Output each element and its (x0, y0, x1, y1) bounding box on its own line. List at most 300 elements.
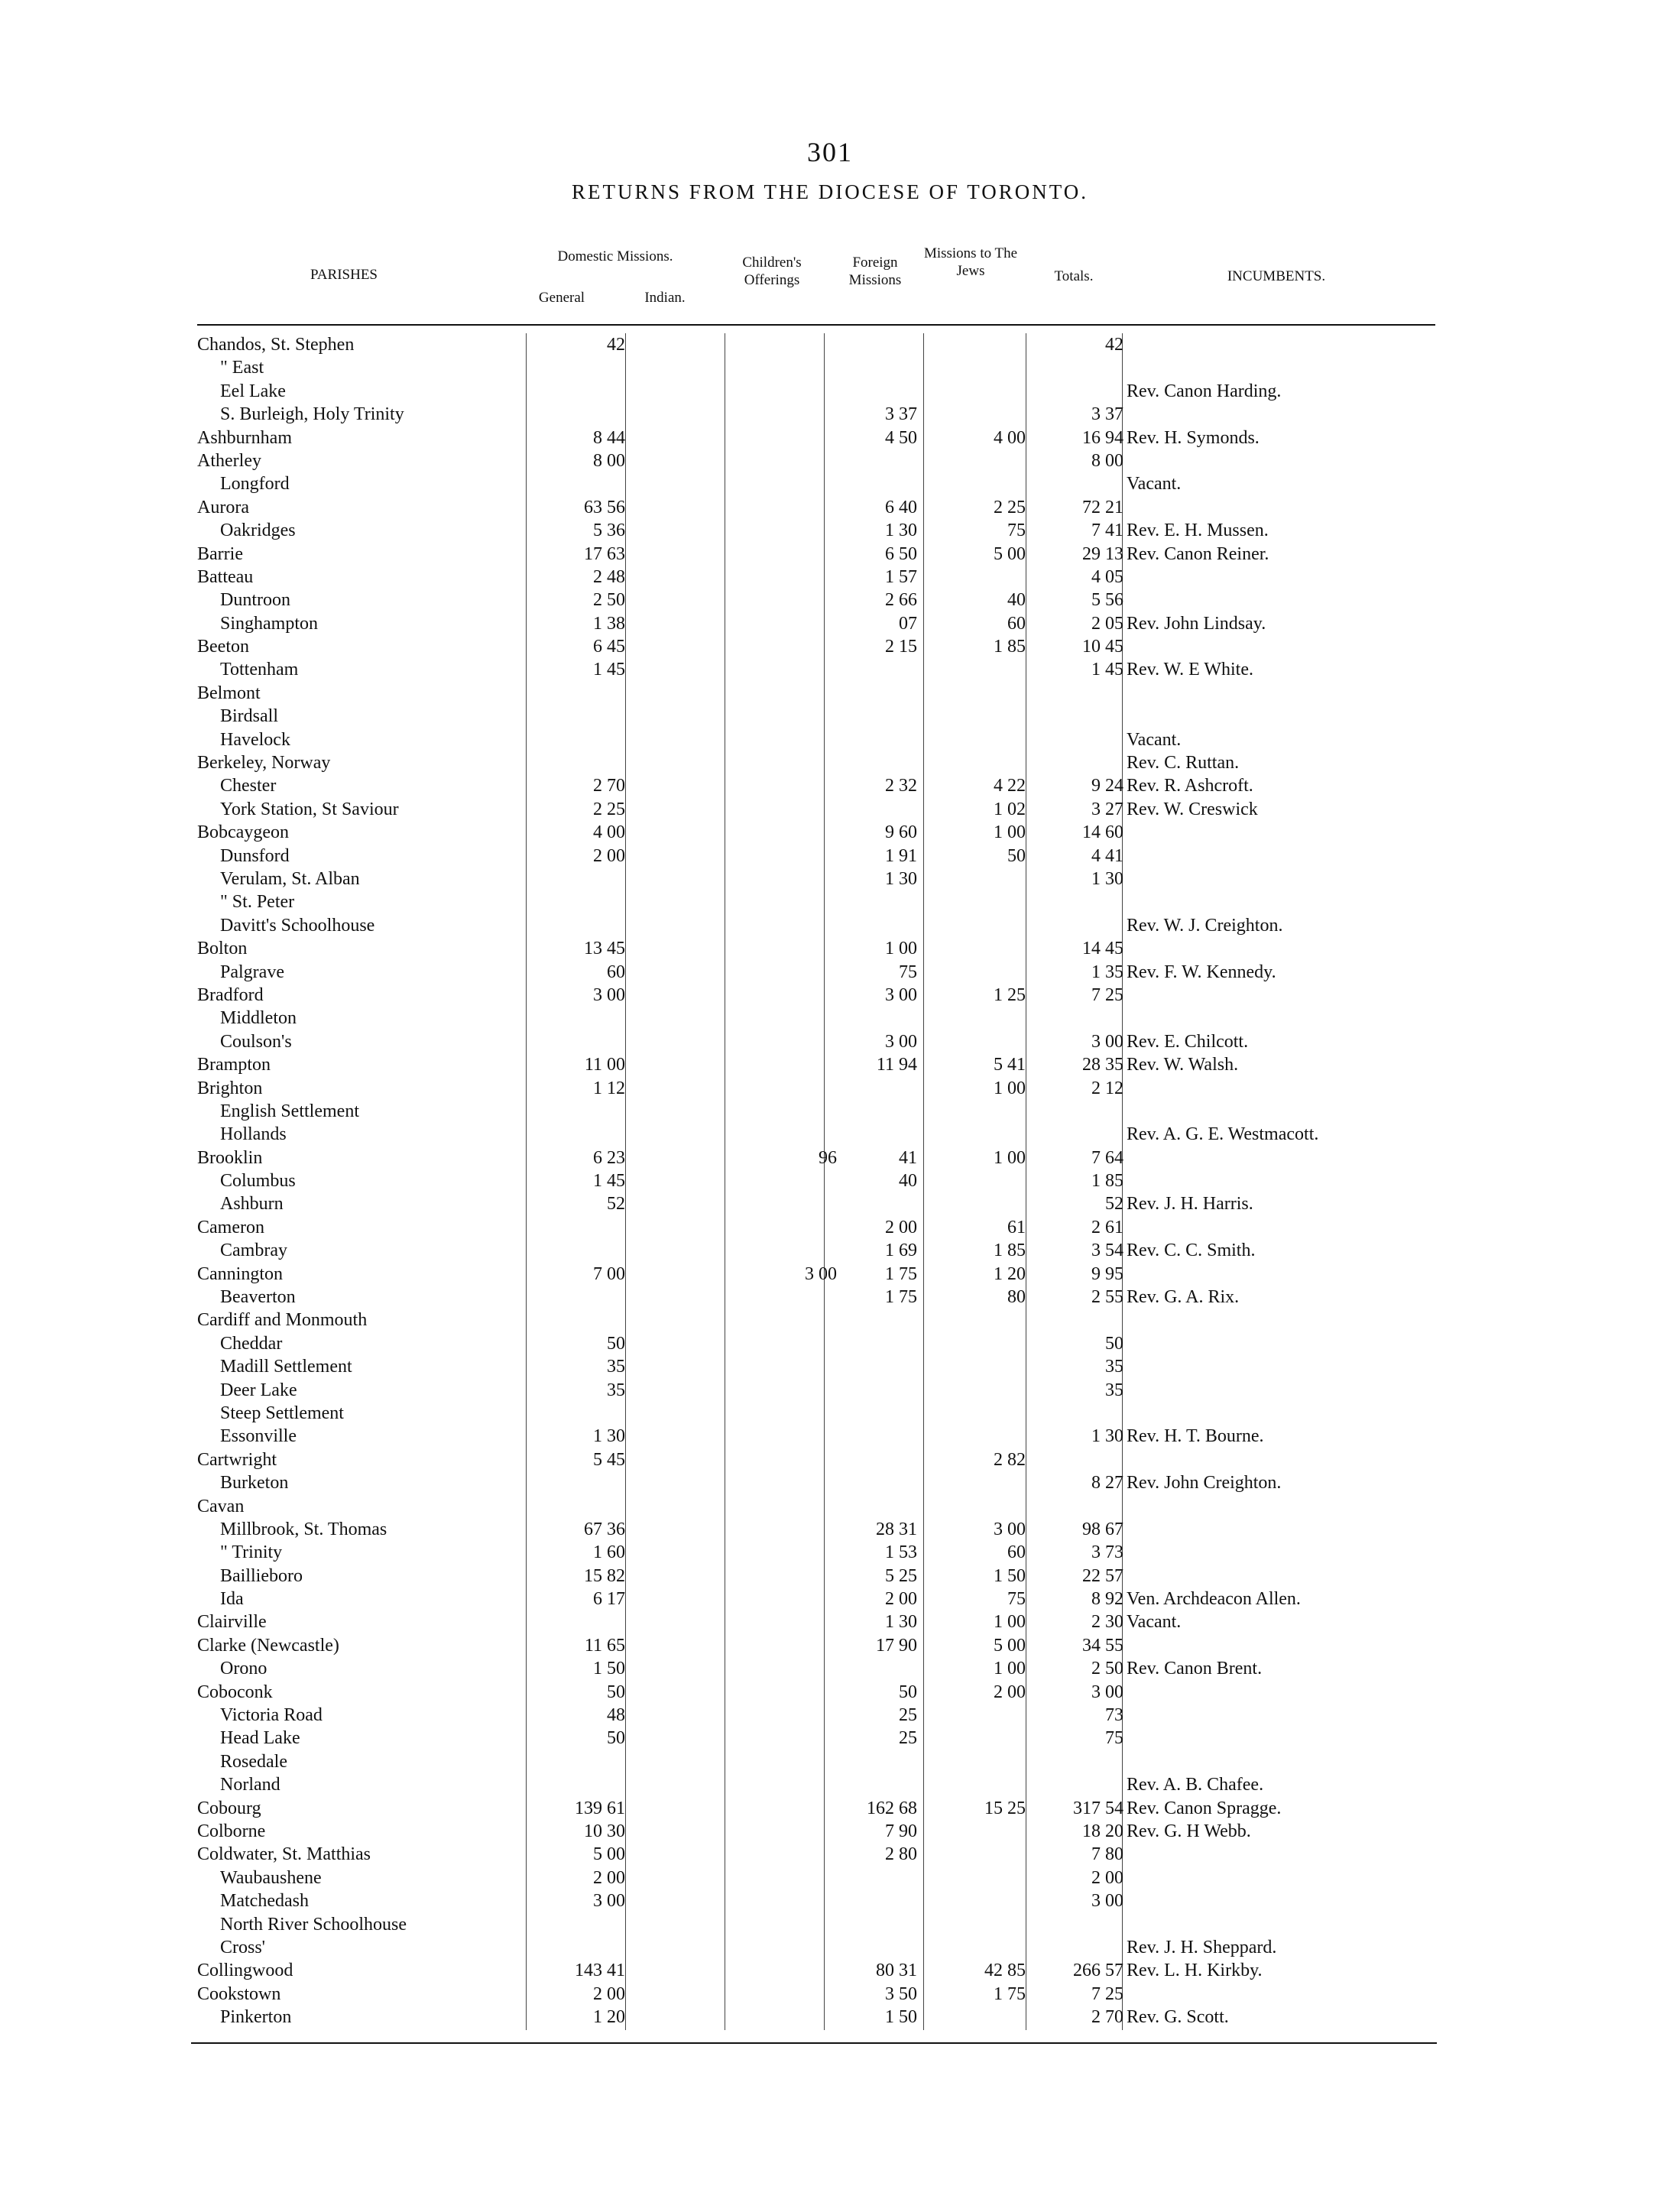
table-row (0, 1820, 1660, 1843)
cell-parish: Colborne (197, 1821, 266, 1841)
table-row (0, 798, 1660, 821)
cell-incumbent: Rev. Canon Spragge. (1127, 1798, 1282, 1818)
cell-total: 1 30 (1091, 1426, 1123, 1447)
cell-jews: 5 00 (994, 1635, 1026, 1656)
table-row (0, 774, 1660, 797)
cell-parish: Ashburnham (197, 427, 292, 448)
returns-table (0, 333, 1660, 2029)
table-row (0, 1309, 1660, 1331)
cell-jews: 75 (1007, 1589, 1026, 1610)
cell-foreign: 40 (899, 1171, 917, 1192)
table-row (0, 658, 1660, 681)
cell-foreign: 1 50 (885, 2007, 917, 2028)
table-row (0, 333, 1660, 356)
cell-parish: Chandos, St. Stephen (197, 335, 355, 355)
cell-incumbent: Rev. Canon Harding. (1127, 381, 1282, 401)
cell-foreign: 1 69 (885, 1241, 917, 1261)
cell-foreign: 75 (899, 962, 917, 982)
cell-total: 35 (1105, 1357, 1123, 1377)
table-row (0, 1541, 1660, 1564)
cell-total: 1 85 (1091, 1171, 1123, 1192)
cell-jews: 4 22 (994, 776, 1026, 796)
cell-total: 8 27 (1091, 1473, 1123, 1494)
cell-general: 67 36 (584, 1519, 625, 1539)
cell-jews: 50 (1007, 845, 1026, 866)
cell-parish: Baillieboro (220, 1565, 303, 1586)
page-title: RETURNS FROM THE DIOCESE OF TORONTO. (571, 180, 1089, 203)
cell-jews: 5 41 (994, 1055, 1026, 1075)
cell-foreign: 50 (899, 1682, 917, 1702)
cell-general: 5 36 (593, 521, 625, 541)
cell-general: 2 48 (593, 566, 625, 587)
cell-jews: 1 00 (994, 1147, 1026, 1168)
cell-incumbent: Rev. John Creighton. (1127, 1473, 1282, 1494)
table-row (0, 1355, 1660, 1378)
cell-parish: North River Schoolhouse (220, 1914, 407, 1935)
header-foreign: Foreign Missions (848, 255, 902, 288)
cell-parish: Brampton (197, 1055, 271, 1075)
table-row (0, 1773, 1660, 1796)
table-row (0, 519, 1660, 542)
cell-total: 2 00 (1091, 1867, 1123, 1888)
table-row (0, 1704, 1660, 1727)
cell-parish: Rosedale (220, 1751, 287, 1772)
cell-parish: Brighton (197, 1078, 263, 1098)
cell-parish: Burketon (220, 1473, 289, 1494)
page-number: 301 (807, 137, 853, 167)
cell-total: 7 25 (1091, 984, 1123, 1005)
cell-foreign: 2 15 (885, 637, 917, 657)
cell-incumbent: Rev. R. Ashcroft. (1127, 776, 1253, 796)
cell-incumbent: Vacant. (1127, 1612, 1182, 1633)
cell-total: 3 27 (1091, 799, 1123, 819)
table-row (0, 1983, 1660, 2006)
cell-total: 52 (1105, 1194, 1123, 1215)
table-row (0, 1889, 1660, 1912)
header-jews: Missions to The Jews (923, 245, 1018, 279)
table-row (0, 1077, 1660, 1100)
cell-incumbent: Vacant. (1127, 729, 1182, 750)
table-row (0, 1030, 1660, 1053)
table-row (0, 1286, 1660, 1309)
header-domestic: Domestic Missions. (557, 248, 673, 264)
header-parishes: PARISHES (310, 267, 378, 283)
cell-parish: Aurora (197, 497, 249, 517)
cell-incumbent: Rev. A. G. E. Westmacott. (1127, 1124, 1319, 1145)
cell-parish: Dunsford (220, 845, 290, 866)
cell-parish: Cross' (220, 1937, 266, 1957)
table-row (0, 1053, 1660, 1076)
table-row (0, 751, 1660, 774)
cell-parish: Hollands (220, 1124, 287, 1145)
cell-foreign: 2 32 (885, 776, 917, 796)
cell-incumbent: Rev. F. W. Kennedy. (1127, 962, 1276, 982)
cell-parish: Orono (220, 1659, 267, 1679)
table-row (0, 1681, 1660, 1704)
header-indian: Indian. (644, 290, 686, 306)
table-row (0, 449, 1660, 472)
cell-incumbent: Rev. Canon Reiner. (1127, 543, 1269, 564)
cell-parish: Cavan (197, 1496, 245, 1516)
cell-general: 50 (607, 1728, 625, 1749)
table-row (0, 1425, 1660, 1448)
cell-general: 6 23 (593, 1147, 625, 1168)
cell-parish: Waubaushene (220, 1867, 322, 1888)
cell-incumbent: Rev. G. H Webb. (1127, 1821, 1251, 1841)
cell-incumbent: Rev. G. A. Rix. (1127, 1287, 1240, 1308)
cell-parish: Longford (220, 474, 290, 495)
cell-foreign: 3 50 (885, 1983, 917, 2004)
cell-foreign: 1 75 (885, 1263, 917, 1284)
cell-total: 28 35 (1082, 1055, 1123, 1075)
cell-incumbent: Rev. H. T. Bourne. (1127, 1426, 1264, 1447)
cell-foreign: 1 30 (885, 521, 917, 541)
header-general: General (538, 290, 585, 306)
table-row (0, 1147, 1660, 1169)
cell-total: 4 05 (1091, 566, 1123, 587)
table-row (0, 845, 1660, 868)
cell-general: 8 00 (593, 450, 625, 471)
cell-total: 72 21 (1082, 497, 1123, 517)
cell-parish: Cookstown (197, 1983, 281, 2004)
cell-foreign: 6 50 (885, 543, 917, 564)
cell-general: 1 20 (593, 2007, 625, 2028)
cell-jews: 2 00 (994, 1682, 1026, 1702)
cell-parish: Verulam, St. Alban (220, 868, 360, 889)
table-row (0, 1843, 1660, 1866)
cell-parish: Columbus (220, 1171, 296, 1192)
cell-general: 139 61 (575, 1798, 625, 1818)
cell-incumbent: Rev. C. Ruttan. (1127, 753, 1240, 774)
cell-parish: Pinkerton (220, 2007, 292, 2028)
cell-general: 143 41 (575, 1961, 625, 1981)
cell-total: 1 45 (1091, 660, 1123, 680)
table-row (0, 961, 1660, 984)
cell-jews: 1 75 (994, 1983, 1026, 2004)
table-row (0, 1123, 1660, 1146)
cell-total: 317 54 (1073, 1798, 1123, 1818)
cell-foreign: 25 (899, 1705, 917, 1726)
cell-total: 42 (1105, 335, 1123, 355)
cell-parish: Bolton (197, 939, 248, 959)
cell-foreign: 11 94 (876, 1055, 917, 1075)
cell-jews: 61 (1007, 1217, 1026, 1237)
cell-parish: Cobourg (197, 1798, 261, 1818)
cell-general: 52 (607, 1194, 625, 1215)
cell-total: 16 94 (1082, 427, 1123, 448)
cell-parish: Middleton (220, 1008, 297, 1029)
cell-parish: Ashburn (220, 1194, 284, 1215)
cell-parish: Oakridges (220, 521, 296, 541)
table-row (0, 1518, 1660, 1541)
table-row (0, 1588, 1660, 1610)
cell-foreign: 1 91 (885, 845, 917, 866)
cell-parish: " East (220, 358, 264, 378)
cell-general: 35 (607, 1380, 625, 1400)
table-row (0, 472, 1660, 495)
cell-parish: Madill Settlement (220, 1357, 352, 1377)
table-row (0, 1867, 1660, 1889)
cell-general: 5 45 (593, 1449, 625, 1470)
cell-parish: Cheddar (220, 1333, 283, 1354)
table-row (0, 612, 1660, 635)
cell-incumbent: Rev. J. H. Harris. (1127, 1194, 1253, 1215)
cell-general: 42 (607, 335, 625, 355)
cell-parish: Beeton (197, 637, 249, 657)
table-row (0, 868, 1660, 890)
cell-general: 2 00 (593, 1867, 625, 1888)
cell-total: 8 92 (1091, 1589, 1123, 1610)
cell-total: 2 30 (1091, 1612, 1123, 1633)
cell-jews: 1 00 (994, 1612, 1026, 1633)
cell-general: 1 45 (593, 660, 625, 680)
cell-parish: Chester (220, 776, 277, 796)
table-row (0, 1913, 1660, 1936)
table-row (0, 682, 1660, 705)
cell-general: 10 30 (584, 1821, 625, 1841)
cell-total: 18 20 (1082, 1821, 1123, 1841)
cell-total: 10 45 (1082, 637, 1123, 657)
table-row (0, 1959, 1660, 1982)
cell-parish: Norland (220, 1775, 280, 1795)
header-children: Children's Offerings (742, 255, 802, 288)
cell-parish: Collingwood (197, 1961, 293, 1981)
cell-parish: Havelock (220, 729, 290, 750)
cell-general: 2 25 (593, 799, 625, 819)
cell-total: 35 (1105, 1380, 1123, 1400)
cell-general: 50 (607, 1682, 625, 1702)
cell-incumbent: Rev. L. H. Kirkby. (1127, 1961, 1263, 1981)
table-row (0, 1169, 1660, 1192)
cell-general: 3 00 (593, 984, 625, 1005)
cell-total: 1 30 (1091, 868, 1123, 889)
cell-general: 15 82 (584, 1565, 625, 1586)
cell-foreign: 4 50 (885, 427, 917, 448)
cell-jews: 42 85 (984, 1961, 1026, 1981)
cell-incumbent: Rev. Canon Brent. (1127, 1659, 1263, 1679)
table-row (0, 1448, 1660, 1471)
cell-incumbent: Rev. J. H. Sheppard. (1127, 1937, 1277, 1957)
cell-total: 22 57 (1082, 1565, 1123, 1586)
table-bottom-rule (191, 2042, 1437, 2044)
cell-parish: Bradford (197, 984, 264, 1005)
cell-parish: Cardiff and Monmouth (197, 1310, 368, 1331)
cell-foreign: 3 00 (885, 984, 917, 1005)
cell-jews: 1 85 (994, 1241, 1026, 1261)
cell-parish: Matchedash (220, 1891, 309, 1912)
cell-general: 1 30 (593, 1426, 625, 1447)
cell-foreign: 07 (899, 613, 917, 634)
table-row (0, 1471, 1660, 1494)
table-row (0, 1634, 1660, 1657)
cell-jews: 40 (1007, 590, 1026, 611)
cell-total: 3 73 (1091, 1542, 1123, 1563)
cell-general: 4 00 (593, 822, 625, 843)
cell-total: 4 41 (1091, 845, 1123, 866)
cell-general: 1 12 (593, 1078, 625, 1098)
cell-foreign: 6 40 (885, 497, 917, 517)
table-row (0, 403, 1660, 426)
cell-total: 3 00 (1091, 1682, 1123, 1702)
cell-general: 11 00 (584, 1055, 625, 1075)
cell-parish: Millbrook, St. Thomas (220, 1519, 387, 1539)
cell-parish: Duntroon (220, 590, 290, 611)
cell-total: 14 45 (1082, 939, 1123, 959)
table-row (0, 821, 1660, 844)
cell-foreign: 1 53 (885, 1542, 917, 1563)
cell-general: 6 17 (593, 1589, 625, 1610)
cell-parish: Cartwright (197, 1449, 277, 1470)
cell-total: 9 24 (1091, 776, 1123, 796)
cell-total: 2 70 (1091, 2007, 1123, 2028)
cell-general: 1 45 (593, 1171, 625, 1192)
cell-parish: Essonville (220, 1426, 297, 1447)
table-row (0, 890, 1660, 913)
cell-incumbent: Rev. John Lindsay. (1127, 613, 1266, 634)
cell-total: 73 (1105, 1705, 1123, 1726)
table-row (0, 1565, 1660, 1588)
cell-general: 1 38 (593, 613, 625, 634)
cell-jews: 2 25 (994, 497, 1026, 517)
cell-jews: 1 20 (994, 1263, 1026, 1284)
cell-parish: Coboconk (197, 1682, 273, 1702)
cell-parish: Coldwater, St. Matthias (197, 1844, 371, 1865)
cell-general: 50 (607, 1333, 625, 1354)
cell-jews: 1 02 (994, 799, 1026, 819)
cell-incumbent: Rev. G. Scott. (1127, 2007, 1229, 2028)
cell-parish: Batteau (197, 566, 254, 587)
header-incumbents: INCUMBENTS. (1227, 268, 1326, 284)
cell-foreign: 17 90 (876, 1635, 917, 1656)
cell-parish: Belmont (197, 683, 261, 703)
cell-general: 35 (607, 1357, 625, 1377)
cell-parish: Steep Settlement (220, 1403, 344, 1423)
table-row (0, 1263, 1660, 1286)
cell-parish: Palgrave (220, 962, 284, 982)
cell-general: 2 50 (593, 590, 625, 611)
cell-jews: 15 25 (984, 1798, 1026, 1818)
table-row (0, 728, 1660, 751)
cell-total: 9 95 (1091, 1263, 1123, 1284)
cell-jews: 2 82 (994, 1449, 1026, 1470)
cell-total: 75 (1105, 1728, 1123, 1749)
cell-general: 3 00 (593, 1891, 625, 1912)
cell-incumbent: Ven. Archdeacon Allen. (1127, 1589, 1301, 1610)
table-row (0, 380, 1660, 403)
cell-total: 266 57 (1073, 1961, 1123, 1981)
cell-foreign: 2 00 (885, 1589, 917, 1610)
table-row (0, 2006, 1660, 2029)
cell-total: 8 00 (1091, 450, 1123, 471)
cell-foreign: 28 31 (876, 1519, 917, 1539)
table-header (0, 243, 1660, 327)
cell-total: 2 55 (1091, 1287, 1123, 1308)
cell-parish: Bobcaygeon (197, 822, 289, 843)
table-row (0, 566, 1660, 589)
table-row (0, 1239, 1660, 1262)
cell-jews: 80 (1007, 1287, 1026, 1308)
table-row (0, 1332, 1660, 1355)
cell-parish: Cambray (220, 1241, 287, 1261)
cell-foreign: 3 37 (885, 404, 917, 425)
table-row (0, 589, 1660, 611)
cell-total: 7 80 (1091, 1844, 1123, 1865)
cell-jews: 4 00 (994, 427, 1026, 448)
table-row (0, 1379, 1660, 1402)
table-row (0, 1007, 1660, 1030)
cell-general: 2 70 (593, 776, 625, 796)
cell-jews: 1 00 (994, 1659, 1026, 1679)
cell-foreign: 2 66 (885, 590, 917, 611)
cell-total: 7 25 (1091, 1983, 1123, 2004)
cell-total: 7 64 (1091, 1147, 1123, 1168)
table-row (0, 914, 1660, 937)
cell-parish: Brooklin (197, 1147, 263, 1168)
cell-foreign: 1 30 (885, 868, 917, 889)
table-row (0, 1657, 1660, 1680)
cell-parish: English Settlement (220, 1101, 359, 1121)
cell-total: 2 61 (1091, 1217, 1123, 1237)
cell-total: 3 00 (1091, 1891, 1123, 1912)
table-row (0, 1216, 1660, 1239)
table-row (0, 1100, 1660, 1123)
cell-foreign: 3 00 (885, 1031, 917, 1052)
cell-parish: Head Lake (220, 1728, 300, 1749)
cell-total: 98 67 (1082, 1519, 1123, 1539)
cell-parish: Ida (220, 1589, 244, 1610)
cell-general: 11 65 (584, 1635, 625, 1656)
cell-jews: 1 00 (994, 822, 1026, 843)
cell-jews: 5 00 (994, 543, 1026, 564)
cell-foreign: 1 30 (885, 1612, 917, 1633)
table-row (0, 1192, 1660, 1215)
cell-general: 17 63 (584, 543, 625, 564)
cell-incumbent: Vacant. (1127, 474, 1182, 495)
cell-total: 29 13 (1082, 543, 1123, 564)
cell-parish: Cannington (197, 1263, 283, 1284)
cell-total: 7 41 (1091, 521, 1123, 541)
cell-total: 2 12 (1091, 1078, 1123, 1098)
cell-parish: S. Burleigh, Holy Trinity (220, 404, 404, 425)
cell-parish: Birdsall (220, 706, 278, 727)
cell-parish: Barrie (197, 543, 243, 564)
cell-total: 2 50 (1091, 1659, 1123, 1679)
cell-general: 8 44 (593, 427, 625, 448)
cell-general: 2 00 (593, 1983, 625, 2004)
cell-total: 5 56 (1091, 590, 1123, 611)
table-row (0, 1610, 1660, 1633)
cell-children: 96 (819, 1147, 837, 1168)
cell-general: 13 45 (584, 939, 625, 959)
table-row (0, 1402, 1660, 1425)
cell-parish: Singhampton (220, 613, 319, 634)
table-row (0, 1936, 1660, 1959)
table-row (0, 1727, 1660, 1750)
cell-general: 5 00 (593, 1844, 625, 1865)
cell-total: 3 00 (1091, 1031, 1123, 1052)
table-row (0, 1750, 1660, 1773)
cell-foreign: 80 31 (876, 1961, 917, 1981)
cell-parish: Coulson's (220, 1031, 292, 1052)
cell-incumbent: Rev. A. B. Chafee. (1127, 1775, 1264, 1795)
cell-parish: Beaverton (220, 1287, 296, 1308)
table-row (0, 1495, 1660, 1518)
cell-parish: Clairville (197, 1612, 267, 1633)
cell-incumbent: Rev. H. Symonds. (1127, 427, 1260, 448)
cell-incumbent: Rev. W. J. Creighton. (1127, 915, 1283, 936)
cell-total: 3 54 (1091, 1241, 1123, 1261)
table-row (0, 356, 1660, 379)
